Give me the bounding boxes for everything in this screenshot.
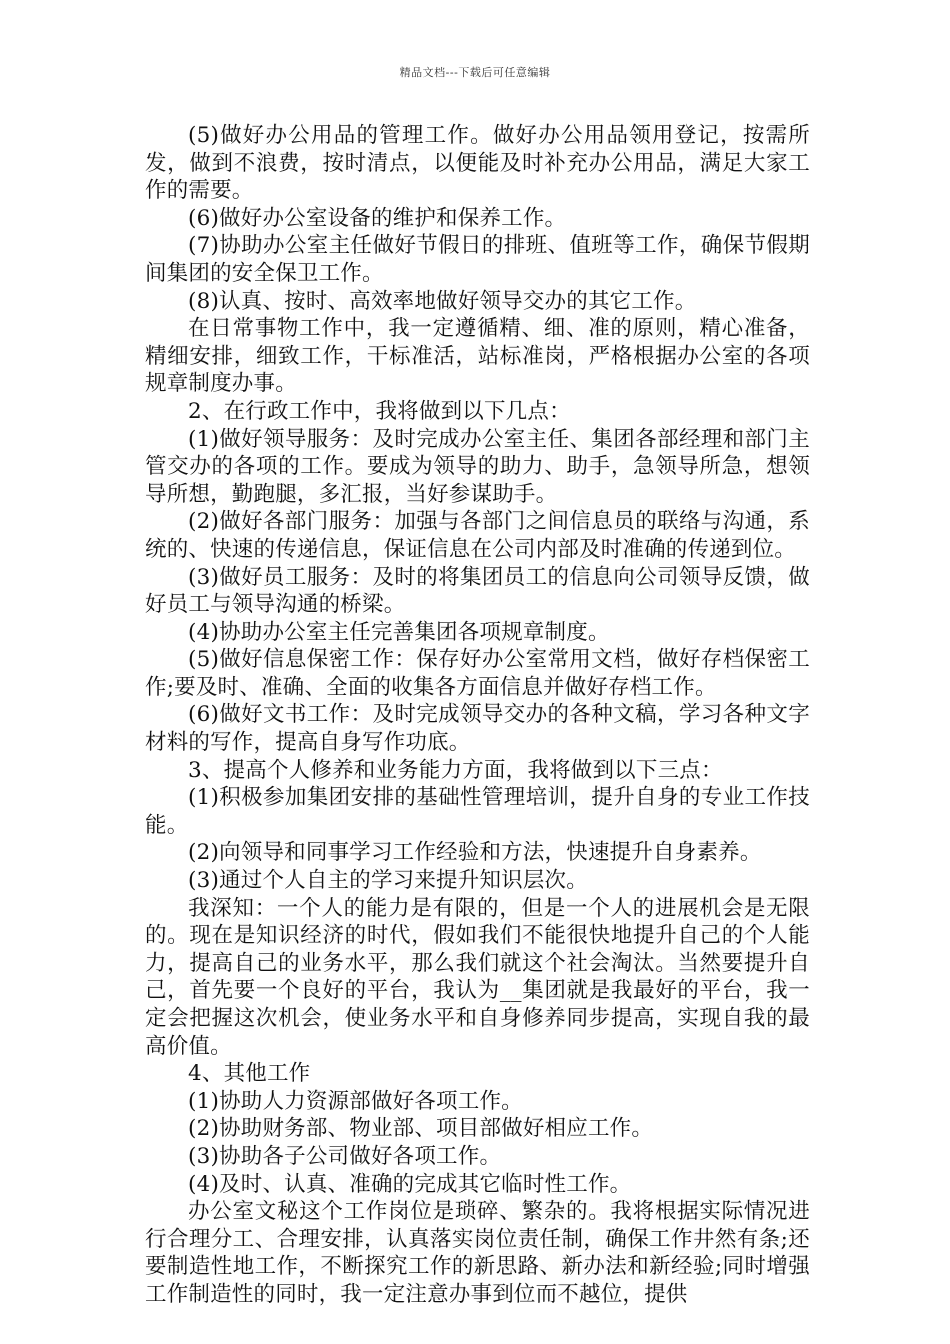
paragraph: (5)做好办公用品的管理工作。做好办公用品领用登记，按需所发，做到不浪费，按时清点，以便能及时补充办公用品，满足大家工作的需要。: [145, 123, 810, 204]
paragraph: 我深知：一个人的能力是有限的，但是一个人的进展机会是无限的。现在是知识经济的时代，假如我们不能很快地提升自己的个人能力，提高自己的业务水平，那么我们就这个社会淘汰。当然要提升自己，首先要一个良好的平台，我认为__集团就是我最好的平台，我一定会把握这次机会，使业务水平和自身修养同步提高，实现自我的最高价值。: [145, 895, 810, 1059]
document-body: [145, 122, 810, 1309]
paragraph: (6)做好文书工作：及时完成领导交办的各种文稿，学习各种文字材料的写作，提高自身写作功底。: [145, 702, 810, 756]
paragraph: (4)协助办公室主任完善集团各项规章制度。: [188, 619, 610, 645]
paragraph: (1)积极参加集团安排的基础性管理培训，提升自身的专业工作技能。: [145, 785, 810, 838]
section-heading: 4、其他工作: [188, 1061, 311, 1087]
paragraph: 在日常事物工作中，我一定遵循精、细、准的原则，精心准备，精细安排，细致工作，干标准活，站标准岗，严格根据办公室的各项规章制度办事。: [145, 316, 810, 397]
paragraph: (3)协助各子公司做好各项工作。: [188, 1143, 502, 1169]
paragraph: (1)协助人力资源部做好各项工作。: [188, 1088, 523, 1114]
section-heading: 2、在行政工作中，我将做到以下几点：: [188, 398, 571, 424]
page-header: 精品文档---下载后可任意编辑: [399, 66, 551, 79]
paragraph: (6)做好办公室设备的维护和保养工作。: [188, 205, 567, 231]
paragraph: (2)做好各部门服务：加强与各部门之间信息员的联络与沟通，系统的、快速的传递信息，保证信息在公司内部及时准确的传递到位。: [145, 509, 810, 562]
paragraph: (7)协助办公室主任做好节假日的排班、值班等工作，确保节假期间集团的安全保卫工作。: [145, 233, 810, 286]
paragraph: (3)通过个人自主的学习来提升知识层次。: [188, 868, 588, 894]
paragraph: (5)做好信息保密工作：保存好办公室常用文档，做好存档保密工作;要及时、准确、全面的收集各方面信息并做好存档工作。: [145, 647, 810, 700]
paragraph: (2)协助财务部、物业部、项目部做好相应工作。: [188, 1116, 654, 1142]
paragraph: 办公室文秘这个工作岗位是琐碎、繁杂的。我将根据实际情况进行合理分工、合理安排，认真落实岗位责任制，确保工作井然有条;还要制造性地工作，不断探究工作的新思路、新办法和新经验;同时增强工作制造性的同时，我一定注意办事到位而不越位，提供: [145, 1199, 810, 1307]
paragraph: (3)做好员工服务：及时的将集团员工的信息向公司领导反馈，做好员工与领导沟通的桥梁。: [145, 564, 810, 618]
paragraph: (2)向领导和同事学习工作经验和方法，快速提升自身素养。: [188, 840, 762, 866]
paragraph: (8)认真、按时、高效率地做好领导交办的其它工作。: [188, 288, 697, 314]
section-heading: 3、提高个人修养和业务能力方面，我将做到以下三点：: [188, 757, 723, 783]
paragraph: (1)做好领导服务：及时完成办公室主任、集团各部经理和部门主管交办的各项的工作。要成为领导的助力、助手，急领导所急，想领导所想，勤跑腿，多汇报，当好参谋助手。: [145, 426, 810, 507]
paragraph: (4)及时、认真、准确的完成其它临时性工作。: [188, 1171, 632, 1197]
